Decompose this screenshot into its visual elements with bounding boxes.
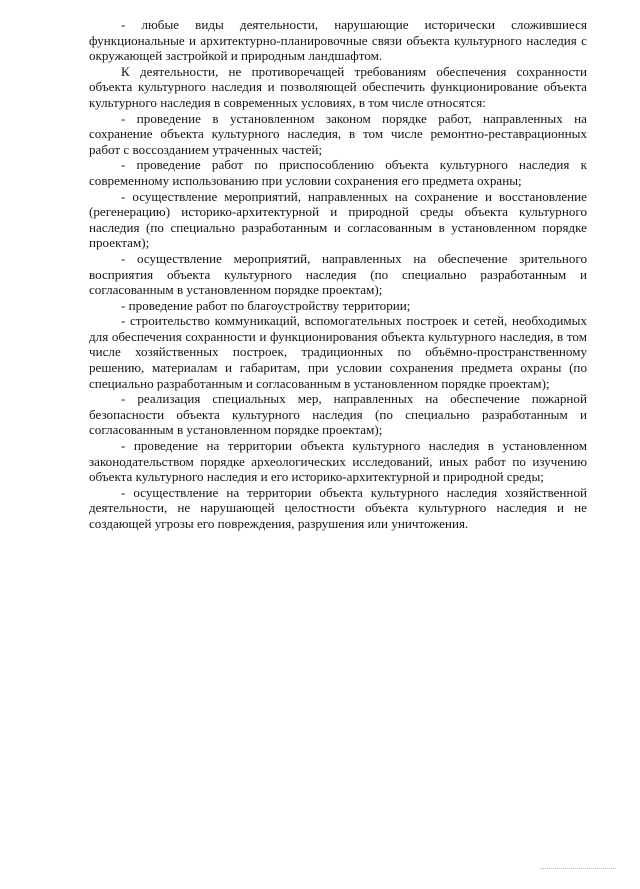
paragraph-landscaping: - проведение работ по благоустройству территории;: [121, 297, 411, 313]
paragraph-prohibited-activities: - любые виды деятельности, нарушающие исторически сложившиеся функциональные и архитектурно-планировочные связи объекта культурного наследия с окружающей застройкой и природным ландшафтом.: [89, 17, 587, 64]
paragraph-environment-regeneration: - осуществление мероприятий, направленных на сохранение и восстановление (регенерацию) историко-архитектурной и природной среды объекта культурного наследия (по специально разработанным и согласованным в установленном порядке проектам);: [89, 188, 587, 251]
paragraph-fire-safety: - реализация специальных мер, направленных на обеспечение пожарной безопасности объекта культурного наследия (по специально разработанным и согласованным в установленном порядке проектам);: [89, 391, 587, 438]
paragraph-visual-perception: - осуществление мероприятий, направленных на обеспечение зрительного восприятия объекта культурного наследия (по специально разработанным и согласованным в установленном порядке проектам);: [89, 250, 587, 298]
document-body: [89, 17, 587, 532]
paragraph-utilities-construction: - строительство коммуникаций, вспомогательных построек и сетей, необходимых для обеспечения сохранности и функционирования объекта культурного наследия, в том числе хозяйственных построек, традиционных по объёмно-пространственному решению, материалам и габаритам, при условии сохранения предмета охраны (по специально разработанным и согласованным в установленном порядке проектам);: [89, 313, 587, 391]
paragraph-adaptation-works: - проведение работ по приспособлению объекта культурного наследия к современному использованию при условии сохранения его предмета охраны;: [89, 157, 587, 188]
scan-artifact-line: [540, 868, 616, 869]
paragraph-restoration-works: - проведение в установленном законом порядке работ, направленных на сохранение объекта культурного наследия, в том числе ремонтно-реставрационных работ с воссозданием утраченных частей;: [89, 110, 587, 157]
paragraph-permitted-intro: К деятельности, не противоречащей требованиям обеспечения сохранности объекта культурного наследия и позволяющей обеспечить функционирование объекта культурного наследия в современных условиях, в том числе относятся:: [89, 63, 587, 110]
paragraph-archaeological-research: - проведение на территории объекта культурного наследия в установленном законодательством порядке археологических исследований, иных работ по изучению объекта культурного наследия и его историко-архитектурной и природной среды;: [89, 438, 587, 485]
paragraph-economic-activity: - осуществление на территории объекта культурного наследия хозяйственной деятельности, не нарушающей целостности объекта культурного наследия и не создающей угрозы его повреждения, разрушения или уничтожения.: [89, 484, 587, 531]
